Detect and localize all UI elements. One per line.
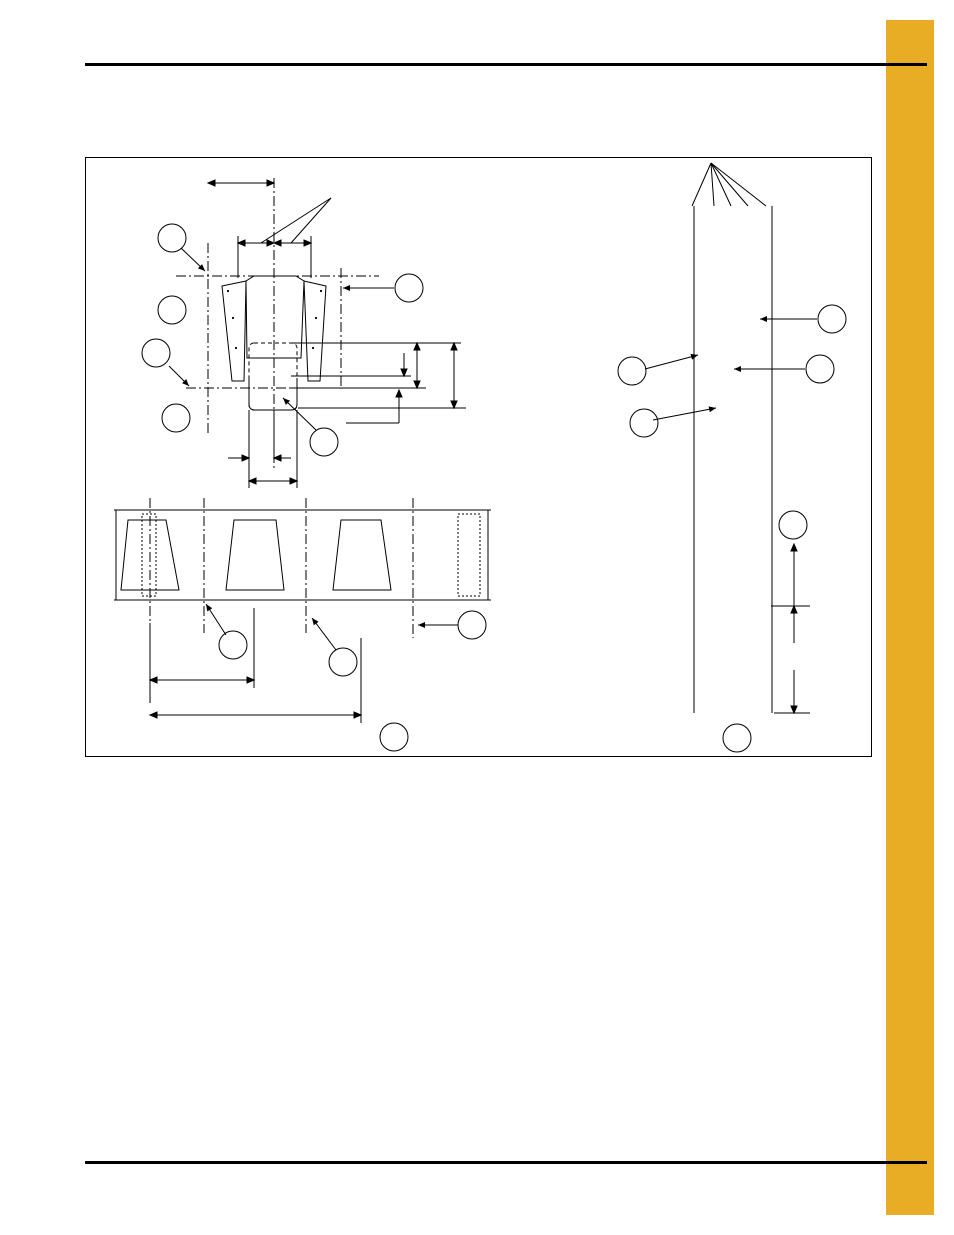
bin-elevation: [692, 163, 772, 713]
technical-figure: [85, 157, 872, 757]
panel-detail: [142, 178, 466, 488]
footer-rule: [85, 1161, 927, 1164]
bin-callouts: [618, 305, 846, 752]
header-rule: [85, 63, 927, 66]
section-tab: [886, 20, 934, 1215]
sheet-layout: [114, 498, 491, 751]
figure-drawing: [86, 158, 873, 758]
